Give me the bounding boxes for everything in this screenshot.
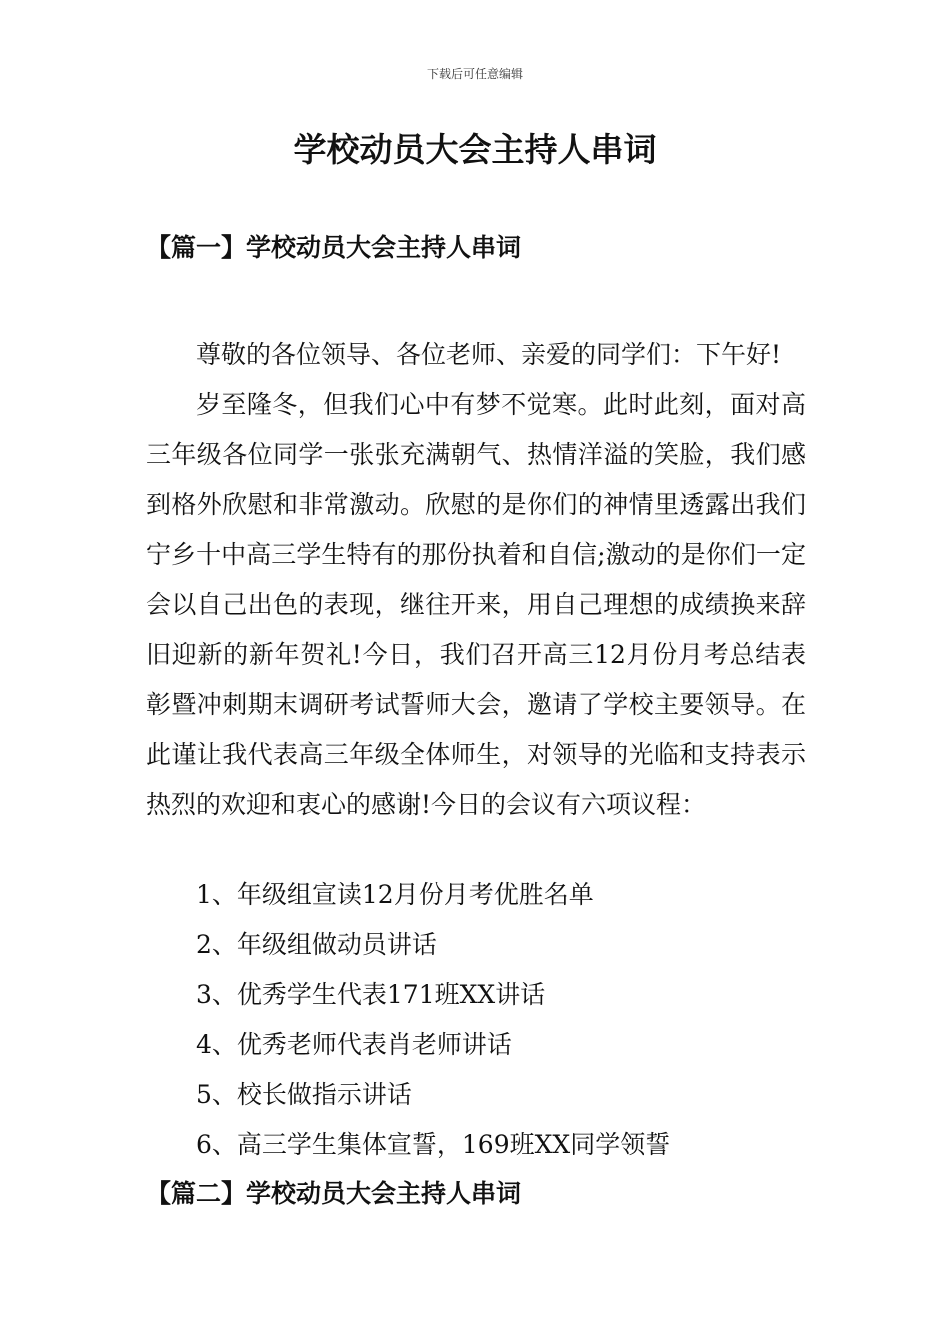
section-heading-1: 【篇一】学校动员大会主持人串词	[146, 233, 522, 262]
main-paragraph: 岁至隆冬，但我们心中有梦不觉寒。此时此刻，面对高三年级各位同学一张张充满朝气、热情洋溢的笑脸，我们感到格外欣慰和非常激动。欣慰的是你们的神情里透露出我们宁乡十中高三学生特有的那份执着和自信;激动的是你们一定会以自己出色的表现，继往开来，用自己理想的成绩换来辞旧迎新的新年贺礼!今日，我们召开高三12月份月考总结表彰暨冲刺期末调研考试誓师大会，邀请了学校主要领导。在此谨让我代表高三年级全体师生，对领导的光临和支持表示热烈的欢迎和衷心的感谢!今日的会议有六项议程：	[146, 390, 806, 819]
agenda-item: 3、优秀学生代表171班XX讲话	[196, 980, 546, 1009]
agenda-item: 4、优秀老师代表肖老师讲话	[196, 1030, 512, 1059]
section-heading-2: 【篇二】学校动员大会主持人串词	[146, 1179, 522, 1208]
greeting-line: 尊敬的各位领导、各位老师、亲爱的同学们：下午好!	[196, 340, 782, 369]
agenda-item: 6、高三学生集体宣誓，169班XX同学领誓	[196, 1130, 671, 1159]
agenda-list	[196, 870, 670, 1170]
agenda-item: 5、校长做指示讲话	[196, 1080, 412, 1109]
agenda-item: 1、年级组宣读12月份月考优胜名单	[196, 880, 594, 909]
document-title: 学校动员大会主持人串词	[293, 130, 657, 169]
header-note: 下载后可任意编辑	[426, 67, 523, 81]
agenda-item: 2、年级组做动员讲话	[196, 930, 437, 959]
